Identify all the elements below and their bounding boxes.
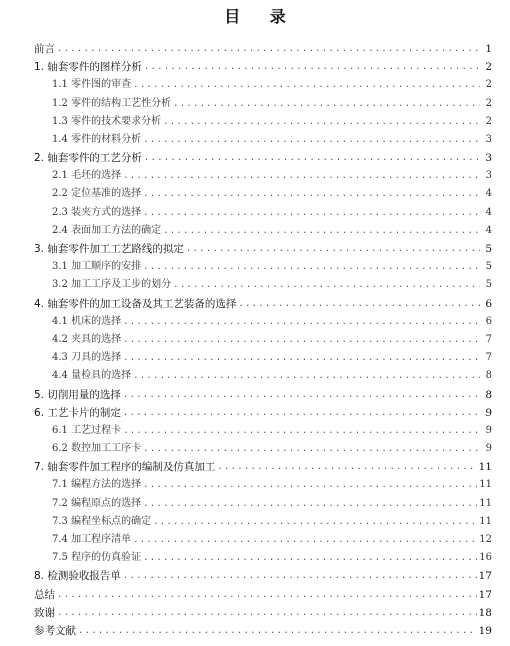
- toc-page-number: 5: [485, 279, 492, 291]
- toc-subsection-entry[interactable]: [34, 367, 492, 385]
- toc-subsection-entry[interactable]: [34, 131, 492, 149]
- toc-entry-label: 总结: [34, 588, 55, 601]
- toc-dot-leader: [186, 240, 480, 258]
- toc-entry-label: 7.5 程序的仿真验证: [52, 552, 142, 564]
- toc-entry-label: 1.2 零件的结构工艺性分析: [52, 97, 172, 109]
- toc-page-number: 3: [485, 133, 492, 145]
- toc-dot-leader: [123, 422, 480, 440]
- toc-section-entry[interactable]: [34, 386, 492, 404]
- toc-page-number: 6: [485, 315, 492, 327]
- toc-entry-label: 2.2 定位基准的选择: [52, 188, 142, 200]
- toc-subsection-entry[interactable]: [34, 549, 492, 567]
- toc-section-entry[interactable]: [34, 40, 492, 58]
- toc-title: 目 录: [224, 7, 298, 26]
- toc-page-number: 8: [485, 370, 492, 382]
- toc-entry-label: 前言: [34, 42, 55, 55]
- toc-subsection-entry[interactable]: [34, 331, 492, 349]
- toc-page-number: 9: [485, 424, 492, 436]
- toc-dot-leader: [133, 76, 480, 94]
- toc-dot-leader: [143, 476, 477, 494]
- toc-entry-label: 4.4 量检具的选择: [52, 370, 132, 382]
- toc-entry-label: 2.1 毛坯的选择: [52, 170, 122, 182]
- toc-section-entry[interactable]: [34, 404, 492, 422]
- toc-dot-leader: [57, 40, 480, 58]
- toc-section-entry[interactable]: [34, 586, 492, 604]
- toc-entry-label: 1.1 零件图的审查: [52, 79, 132, 91]
- toc-section-entry[interactable]: [34, 604, 492, 622]
- toc-entry-label: 4.2 夹具的选择: [52, 333, 122, 345]
- toc-entry-label: 7.4 加工程序清单: [52, 534, 132, 546]
- toc-entry-label: 7. 轴套零件加工程序的编制及仿真加工: [34, 461, 216, 474]
- toc-page-number: 5: [485, 243, 492, 256]
- toc-entry-label: 1.3 零件的技术要求分析: [52, 115, 162, 127]
- toc-subsection-entry[interactable]: [34, 258, 492, 276]
- toc-subsection-entry[interactable]: [34, 477, 492, 495]
- toc-entry-label: 6.2 数控加工工序卡: [52, 443, 142, 455]
- toc-page-number: 18: [478, 606, 492, 619]
- toc-subsection-entry[interactable]: [34, 440, 492, 458]
- toc-dot-leader: [123, 386, 480, 404]
- toc-page-number: 2: [485, 115, 492, 127]
- table-of-contents: [34, 40, 492, 640]
- toc-entry-label: 参考文献: [34, 624, 76, 637]
- toc-subsection-entry[interactable]: [34, 513, 492, 531]
- toc-entry-label: 4.1 机床的选择: [52, 315, 122, 327]
- toc-page-number: 19: [478, 624, 492, 637]
- toc-dot-leader: [133, 367, 480, 385]
- toc-page-number: 17: [478, 570, 492, 583]
- toc-dot-leader: [153, 513, 477, 531]
- toc-page-number: 11: [478, 461, 492, 474]
- toc-page-number: 4: [485, 188, 492, 200]
- toc-page-number: 11: [479, 479, 492, 491]
- toc-section-entry[interactable]: [34, 149, 492, 167]
- toc-dot-leader: [143, 549, 477, 567]
- toc-entry-label: 3. 轴套零件加工工艺路线的拟定: [34, 243, 184, 256]
- toc-page-number: 9: [485, 406, 492, 419]
- toc-dot-leader: [217, 458, 476, 476]
- toc-dot-leader: [133, 531, 477, 549]
- toc-entry-label: 3.2 加工工序及工步的划分: [52, 279, 172, 291]
- toc-page-number: 12: [479, 534, 492, 546]
- toc-dot-leader: [123, 404, 480, 422]
- toc-section-entry[interactable]: [34, 240, 492, 258]
- toc-dot-leader: [144, 58, 480, 76]
- toc-section-entry[interactable]: [34, 295, 492, 313]
- toc-subsection-entry[interactable]: [34, 276, 492, 294]
- toc-subsection-entry[interactable]: [34, 113, 492, 131]
- toc-page-number: 8: [485, 388, 492, 401]
- toc-dot-leader: [123, 331, 480, 349]
- toc-entry-label: 5. 切削用量的选择: [34, 388, 121, 401]
- toc-entry-label: 1. 轴套零件的图样分析: [34, 61, 142, 74]
- toc-dot-leader: [143, 495, 477, 513]
- toc-dot-leader: [78, 622, 477, 640]
- toc-dot-leader: [173, 95, 480, 113]
- toc-section-entry[interactable]: [34, 622, 492, 640]
- toc-dot-leader: [163, 222, 480, 240]
- toc-subsection-entry[interactable]: [34, 204, 492, 222]
- toc-dot-leader: [123, 567, 477, 585]
- toc-dot-leader: [143, 185, 480, 203]
- toc-entry-label: 7.3 编程坐标点的确定: [52, 515, 152, 527]
- toc-dot-leader: [238, 295, 480, 313]
- toc-entry-label: 8. 检测验收报告单: [34, 570, 121, 583]
- toc-dot-leader: [143, 440, 480, 458]
- toc-section-entry[interactable]: [34, 58, 492, 76]
- toc-entry-label: 1.4 零件的材料分析: [52, 133, 142, 145]
- toc-dot-leader: [123, 349, 480, 367]
- toc-entry-label: 3.1 加工顺序的安排: [52, 261, 142, 273]
- toc-subsection-entry[interactable]: [34, 222, 492, 240]
- toc-section-entry[interactable]: [34, 567, 492, 585]
- toc-page-number: 4: [485, 224, 492, 236]
- toc-section-entry[interactable]: [34, 458, 492, 476]
- toc-subsection-entry[interactable]: [34, 76, 492, 94]
- toc-page-number: 7: [485, 352, 492, 364]
- toc-page-number: 3: [485, 170, 492, 182]
- toc-entry-label: 2.3 装夹方式的选择: [52, 206, 142, 218]
- toc-entry-label: 6. 工艺卡片的制定: [34, 406, 121, 419]
- toc-page-number: 16: [479, 552, 492, 564]
- toc-subsection-entry[interactable]: [34, 531, 492, 549]
- toc-page-number: 3: [485, 152, 492, 165]
- toc-page-number: 7: [485, 333, 492, 345]
- toc-dot-leader: [57, 604, 477, 622]
- toc-entry-label: 7.1 编程方法的选择: [52, 479, 142, 491]
- toc-subsection-entry[interactable]: [34, 167, 492, 185]
- toc-page-number: 2: [485, 61, 492, 74]
- toc-page-number: 17: [478, 588, 492, 601]
- toc-subsection-entry[interactable]: [34, 349, 492, 367]
- toc-page-number: 6: [485, 297, 492, 310]
- toc-entry-label: 6.1 工艺过程卡: [52, 424, 122, 436]
- toc-page-number: 5: [485, 261, 492, 273]
- toc-dot-leader: [144, 149, 480, 167]
- toc-entry-label: 2.4 表面加工方法的确定: [52, 224, 162, 236]
- toc-dot-leader: [123, 313, 480, 331]
- toc-subsection-entry[interactable]: [34, 422, 492, 440]
- toc-entry-label: 7.2 编程原点的选择: [52, 497, 142, 509]
- toc-subsection-entry[interactable]: [34, 313, 492, 331]
- toc-entry-label: 2. 轴套零件的工艺分析: [34, 152, 142, 165]
- toc-dot-leader: [57, 586, 477, 604]
- toc-dot-leader: [173, 276, 480, 294]
- toc-entry-label: 4. 轴套零件的加工设备及其工艺装备的选择: [34, 297, 237, 310]
- toc-dot-leader: [123, 167, 480, 185]
- toc-page-number: 4: [485, 206, 492, 218]
- toc-page-number: 11: [479, 497, 492, 509]
- toc-subsection-entry[interactable]: [34, 95, 492, 113]
- toc-dot-leader: [143, 258, 480, 276]
- toc-subsection-entry[interactable]: [34, 495, 492, 513]
- toc-entry-label: 致谢: [34, 606, 55, 619]
- toc-page-number: 2: [485, 97, 492, 109]
- toc-page-number: 11: [479, 515, 492, 527]
- toc-dot-leader: [163, 113, 480, 131]
- toc-entry-label: 4.3 刀具的选择: [52, 352, 122, 364]
- toc-page-number: 2: [485, 79, 492, 91]
- toc-page-number: 1: [485, 42, 492, 55]
- toc-dot-leader: [143, 131, 480, 149]
- toc-dot-leader: [143, 204, 480, 222]
- toc-subsection-entry[interactable]: [34, 186, 492, 204]
- toc-page-number: 9: [485, 443, 492, 455]
